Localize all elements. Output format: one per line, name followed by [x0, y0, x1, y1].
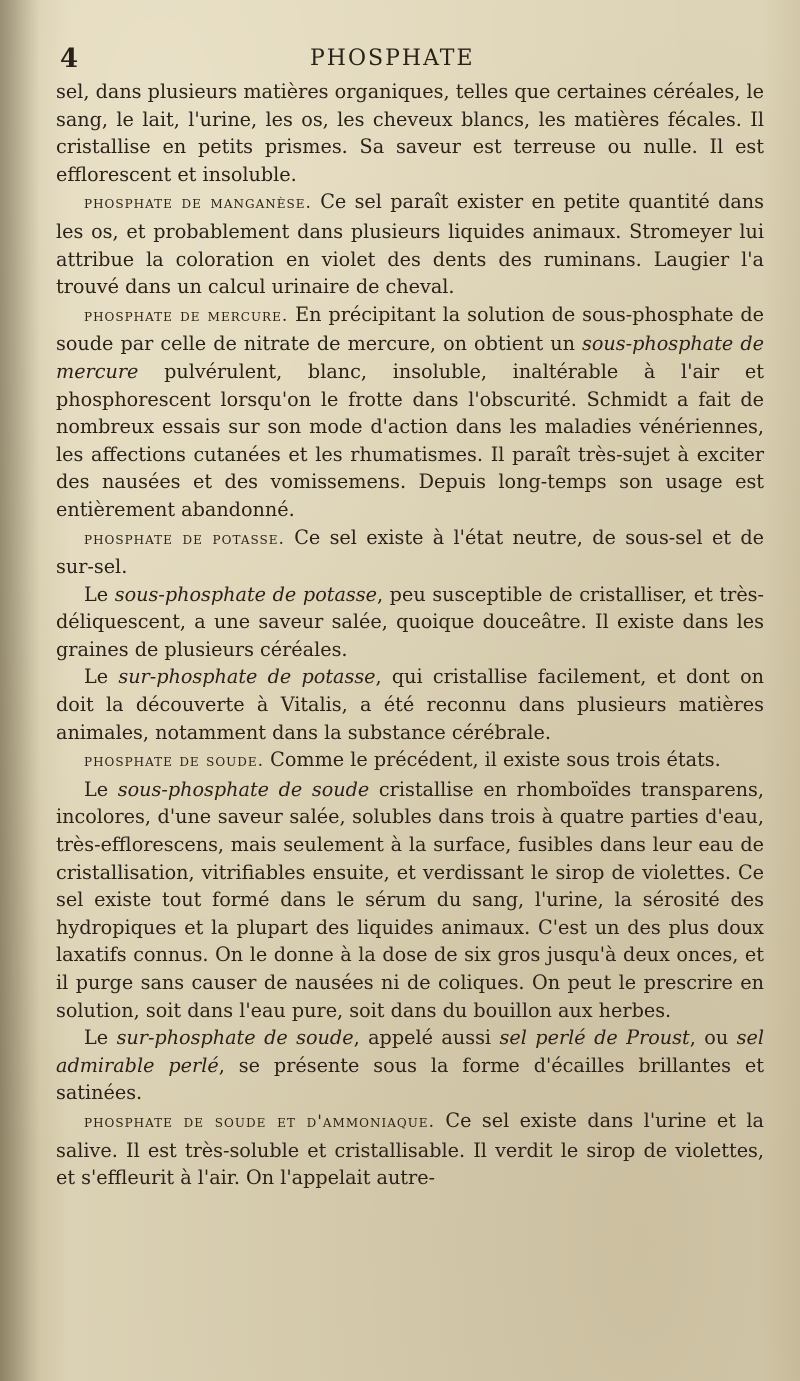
gutter-shadow [0, 0, 40, 1381]
paragraph [56, 188, 764, 300]
paragraph-text: cristallise en rhomboïdes transparens, incolores, d'une saveur salée, solubles dans trois à quatre parties d'eau, très-efflorescens, mais seulement à la surface, fusibles dans leur eau de cristallisation, vitrifiables ensuite, et verdissant le sirop de violettes. Ce sel existe tout formé dans le sérum du sang, l'urine, la sérosité des hydropiques et la plupart des liquides animaux. C'est un des plus doux laxatifs connus. On le donne à la dose de six gros jusqu'à deux onces, et il purge sans causer de nausées ni de coliques. On peut le prescrire en solution, soit dans l'eau pure, soit dans du bouillon aux herbes. [56, 777, 764, 1022]
paragraph [56, 746, 764, 776]
paragraph [56, 1107, 764, 1192]
italic-term: sous-phosphate de mercure [56, 332, 764, 383]
paragraph-text: Le [84, 777, 118, 801]
paragraph [56, 524, 764, 581]
paragraph [56, 776, 764, 1024]
paragraph [56, 1024, 764, 1107]
paragraph [56, 301, 764, 524]
paragraph-text: Ce sel existe dans l'urine et la salive. Il est très-soluble et cristallisable. Il verdit le sirop de violettes, et s'effleurit à l'air. On l'appelait autre- [56, 1108, 764, 1190]
entry-heading: phosphate de potasse. [84, 528, 285, 549]
page-header [60, 44, 760, 74]
paragraph-text: Ce sel paraît exister en petite quantité dans les os, et probablement dans plusieurs liquides animaux. Stromeyer lui attribue la coloration en violet des dents des ruminans. Laugier l'a trouvé dans un calcul urinaire de cheval. [56, 190, 764, 299]
paragraph-text: Ce sel existe à l'état neutre, de sous-sel et de sur-sel. [56, 525, 764, 579]
paragraph-text: Le [84, 1026, 117, 1050]
paragraph-text: sel, dans plusieurs matières organiques, telles que certaines céréales, le sang, le lait, l'urine, les os, les cheveux blancs, les matières fécales. Il cristallise en petits prismes. Sa saveur est terreuse ou nulle. Il est efflorescent et insoluble. [56, 80, 764, 186]
paragraph-text: , peu susceptible de cristalliser, et très-déliquescent, a une saveur salée, quoique douceâtre. Il existe dans les graines de plusieurs céréales. [56, 582, 765, 661]
paragraph-text: En précipitant la solution de sous-phosphate de soude par celle de nitrate de mercure, on obtient un [56, 302, 764, 356]
entry-heading: phosphate de soude et d'ammoniaque. [84, 1111, 435, 1132]
paragraph-text: , ou [689, 1026, 737, 1050]
paragraph-text: pulvérulent, blanc, insoluble, inaltérable à l'air et phosphorescent lorsqu'on le frotte dans l'obscurité. Schmidt a fait de nombreux essais sur son mode d'action dans les maladies vénériennes, les affections cutanées et les rhumatismes. Il paraît très-sujet à exciter des nausées et des vomissemens. Depuis long-temps son usage est entièrement abandonné. [56, 359, 764, 521]
paragraph-text: Le [84, 582, 115, 606]
paragraph [56, 663, 764, 746]
entry-heading: phosphate de manganèse. [84, 193, 312, 214]
paragraph [56, 581, 764, 664]
italic-term: sel admirable perlé [56, 1026, 764, 1077]
paragraph [56, 78, 764, 188]
entry-heading: phosphate de mercure. [84, 305, 289, 326]
italic-term: sous-phosphate de potasse [114, 582, 377, 606]
italic-term: sous-phosphate de soude [117, 777, 370, 801]
paragraph-text: Le [84, 665, 119, 689]
paragraph-text: , qui cristallise facilement, et dont on doit la découverte à Vitalis, a été reconnu dans plusieurs matières animales, notamment dans la substance cérébrale. [56, 665, 764, 744]
paragraph-text: , se présente sous la forme d'écailles brillantes et satinées. [56, 1053, 764, 1105]
paragraph-text: Comme le précédent, il existe sous trois états. [264, 748, 721, 772]
italic-term: sur-phosphate de soude [116, 1026, 354, 1050]
italic-term: sur-phosphate de potasse [118, 665, 376, 689]
body-text [56, 78, 764, 1192]
italic-term: sel perlé de Proust [499, 1026, 690, 1050]
entry-heading: phosphate de soude. [84, 751, 265, 772]
paragraph-text: , appelé aussi [353, 1026, 500, 1050]
running-title: PHOSPHATE [310, 46, 475, 71]
page-number: 4 [60, 44, 79, 74]
